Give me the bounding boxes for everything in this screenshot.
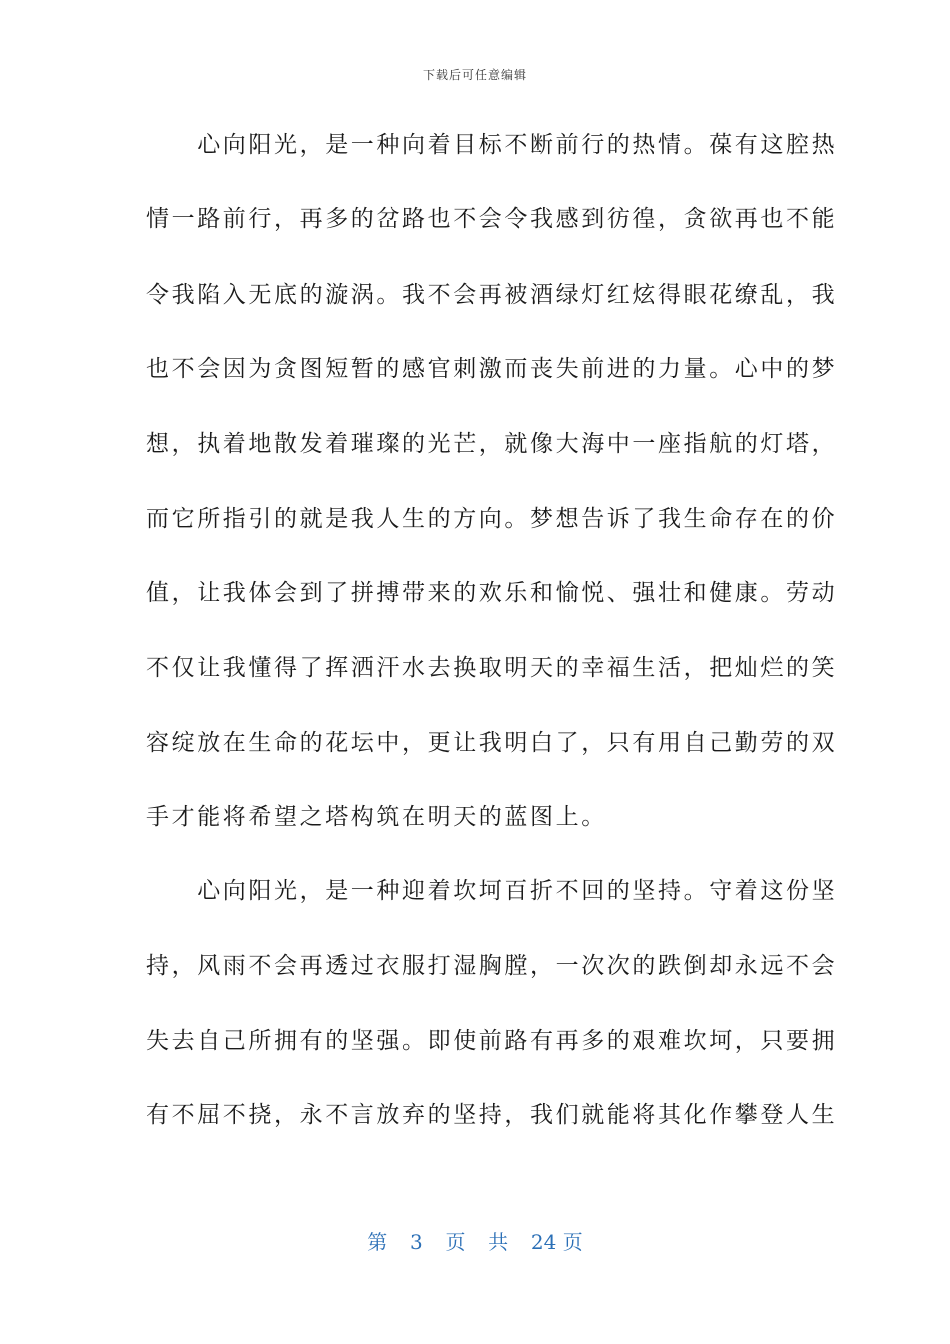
text-line: 持，风雨不会再透过衣服打湿胸膛，一次次的跌倒却永远不会 [146,953,838,979]
header-note: 下载后可任意编辑 [422,68,527,82]
text-line: 令我陷入无底的漩涡。我不会再被酒绿灯红炫得眼花缭乱，我 [146,282,838,308]
text-line: 情一路前行，再多的岔路也不会令我感到彷徨，贪欲再也不能 [146,206,838,232]
text-line: 手才能将希望之塔构筑在明天的蓝图上。 [146,804,607,830]
page-label-mid2: 共 [488,1230,509,1254]
text-line: 而它所指引的就是我人生的方向。梦想告诉了我生命存在的价 [146,506,838,532]
page-label-prefix: 第 [367,1230,388,1254]
page-label-suffix: 页 [562,1230,583,1254]
text-line: 不仅让我懂得了挥洒汗水去换取明天的幸福生活，把灿烂的笑 [146,655,838,681]
page-label-mid1: 页 [445,1230,466,1254]
text-line: 想，执着地散发着璀璨的光芒，就像大海中一座指航的灯塔， [146,431,838,457]
text-line: 心向阳光，是一种迎着坎坷百折不回的坚持。守着这份坚 [146,878,838,904]
text-line: 也不会因为贪图短暂的感官刺激而丧失前进的力量。心中的梦 [146,356,838,382]
text-line: 失去自己所拥有的坚强。即使前路有再多的艰难坎坷，只要拥 [146,1028,838,1054]
page-footer [0,1226,950,1255]
text-line: 容绽放在生命的花坛中，更让我明白了，只有用自己勤劳的双 [146,730,838,756]
current-page-number: 3 [410,1230,423,1254]
text-line: 有不屈不挠，永不言放弃的坚持，我们就能将其化作攀登人生 [146,1102,838,1128]
text-line: 心向阳光，是一种向着目标不断前行的热情。葆有这腔热 [146,132,838,158]
text-line: 值，让我体会到了拼搏带来的欢乐和愉悦、强壮和健康。劳动 [146,580,838,606]
total-pages-number: 24 [530,1230,557,1254]
